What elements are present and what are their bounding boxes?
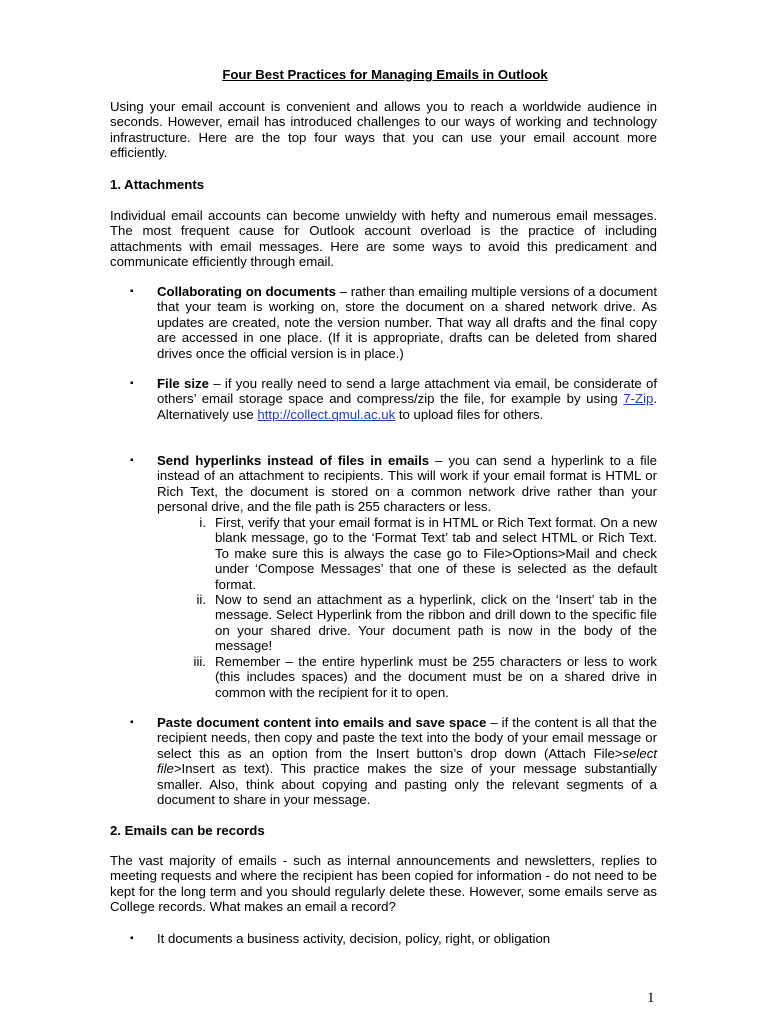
list-numeral-iii: iii. — [193, 654, 206, 669]
link-7zip[interactable]: 7-Zip — [623, 391, 654, 407]
bullet-record-criteria: It documents a business activity, decision, policy, right, or obligation — [157, 931, 551, 946]
link-collect-qmul[interactable]: http://collect.qmul.ac.uk — [257, 406, 396, 422]
bullet-paste-content-text: – if the content is all that the recipient needs, then copy and paste the text into the body of your email message or select this as an option from the Insert button’s drop down (Attach File> — [157, 715, 657, 761]
bullet-collaborating-text: – rather than emailing multiple versions of a document that your team is working on, store the document on a shared network drive. As updates are created, note the version number. That way all drafts and the final copy are accessed in one place. (If it is appropriate, drafts can be deleted from shared drives once the official version is in place.) — [157, 284, 657, 361]
list-item-i: First, verify that your email format is in HTML or Rich Text format. On a new blank message, go to the ‘Format Text’ tab and select HTML or Rich Text. To make sure this is always the case go to File>Options>Mail and check under ‘Compose Messages’ that one of these is selected as the default format. — [215, 515, 657, 592]
bullet-icon: ▪ — [130, 717, 134, 728]
bullet-collaborating — [157, 284, 657, 361]
intro-paragraph: Using your email account is convenient and allows you to reach a worldwide audience in seconds. However, email has introduced challenges to our ways of working and technology infrastructure. Here are the top four ways that you can use your email account more efficiently. — [110, 99, 657, 161]
list-numeral-i: i. — [199, 515, 206, 530]
bullet-icon: ▪ — [130, 378, 134, 389]
bullet-paste-content-title: Paste document content into emails and save space — [157, 715, 487, 730]
list-item-ii: Now to send an attachment as a hyperlink, click on the ‘Insert’ tab in the message. Select Hyperlink from the ribbon and drill down to the specific file on your shared drive. Your document path is now in the body of the message! — [215, 592, 657, 654]
bullet-file-size-title: File size — [157, 376, 209, 391]
section-2-paragraph: The vast majority of emails - such as internal announcements and newsletters, replies to meeting requests and where the recipient has been copied for information - do not need to be kept for the long term and you should regularly delete these. However, some emails serve as College records. What makes an email a record? — [110, 853, 657, 915]
bullet-hyperlinks-text: – you can send a hyperlink to a file instead of an attachment to recipients. This will work if your email format is HTML or Rich Text, the document is stored on a common network drive rather than your personal drive, and the file path is 255 characters or less. — [157, 453, 658, 515]
bullet-icon: ▪ — [130, 286, 134, 297]
bullet-file-size-text: – if you really need to send a large attachment via email, be considerate of others’ email storage space and compress/zip the file, for example by using — [157, 376, 657, 407]
bullet-paste-content-italic: select file — [157, 745, 657, 777]
bullet-collaborating-title: Collaborating on documents — [157, 284, 336, 299]
section-2-heading: 2. Emails can be records — [110, 823, 265, 838]
section-1-paragraph: Individual email accounts can become unwieldy with hefty and numerous email messages. The most frequent cause for Outlook account overload is the practice of including attachments with email messages. Here are some ways to avoid this predicament and communicate efficiently through email. — [110, 208, 657, 270]
list-item-iii: Remember – the entire hyperlink must be 255 characters or less to work (this includes spaces) and the document must be on a shared drive in common with the recipient for it to open. — [215, 654, 657, 700]
bullet-file-size — [157, 376, 657, 422]
section-1-heading: 1. Attachments — [110, 177, 205, 192]
list-numeral-ii: ii. — [196, 592, 206, 607]
bullet-paste-content-text-2: >Insert as text). This practice makes the size of your message substantially smaller. Also, think about copying and pasting only the relevant segments of a document to share in your message. — [157, 761, 657, 808]
bullet-paste-content — [157, 715, 657, 807]
bullet-icon: ▪ — [130, 933, 134, 944]
page-number: 1 — [647, 990, 655, 1006]
bullet-hyperlinks-title: Send hyperlinks instead of files in emails — [157, 453, 430, 468]
bullet-icon: ▪ — [130, 455, 134, 466]
document-title: Four Best Practices for Managing Emails in Outlook — [222, 67, 548, 82]
bullet-file-size-text-2: . Alternatively use — [157, 391, 657, 422]
bullet-file-size-text-3: to upload files for others. — [395, 406, 544, 422]
bullet-hyperlinks — [157, 453, 657, 515]
